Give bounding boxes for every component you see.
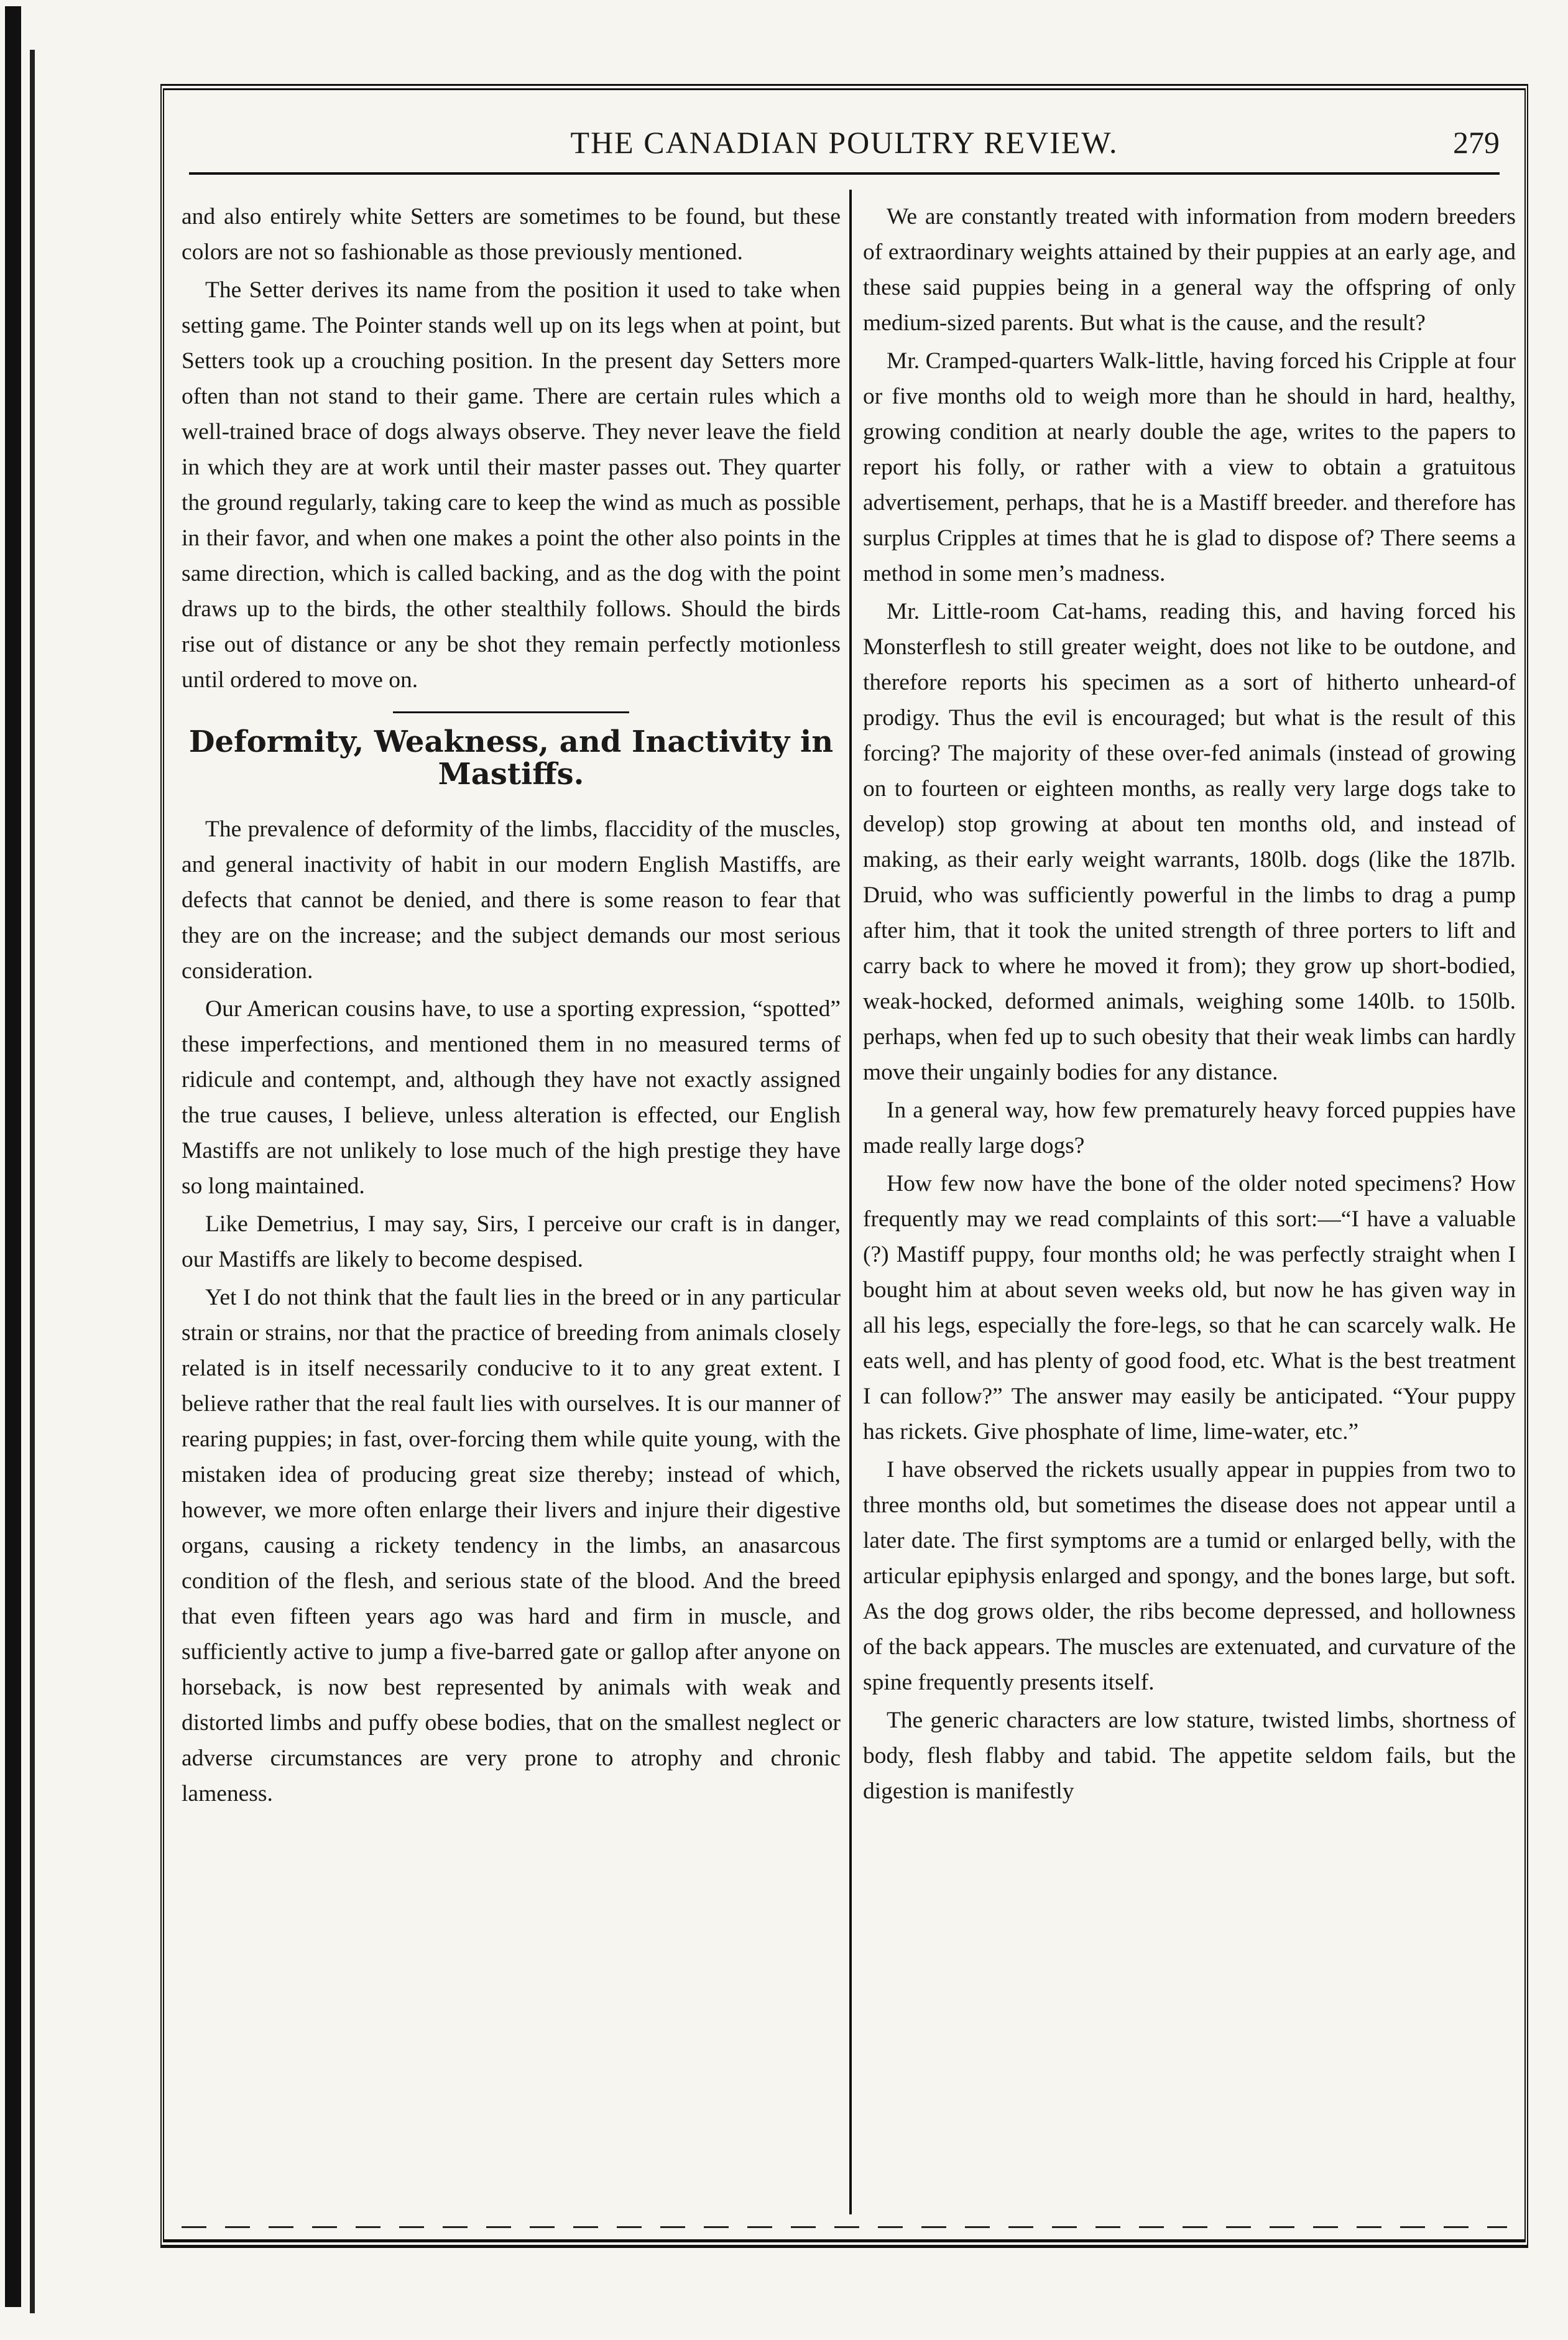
article-paragraph: The prevalence of deformity of the limbs, flaccidity of the muscles, and general inactivity of habit in our modern English Mastiffs, are defects that cannot be denied, and there is some reason to fear that they are on the increase; and the subject demands our most serious consideration. xyxy=(182,816,841,984)
article-title: Deformity, Weakness, and Inactivity in Mastiffs. xyxy=(188,724,834,792)
right-column xyxy=(863,199,1516,2221)
column-divider xyxy=(849,190,852,2214)
left-column xyxy=(182,199,841,2221)
section-divider xyxy=(393,711,629,713)
article-paragraph: The generic characters are low stature, twisted limbs, shortness of body, flesh flabby and tabid. The appetite seldom fails, but the digestion is manifestly xyxy=(863,1708,1516,1804)
footer-rule xyxy=(182,2226,1507,2228)
journal-title: THE CANADIAN POULTRY REVIEW. xyxy=(570,125,1118,160)
article-paragraph: Mr. Little-room Cat-hams, reading this, and having forced his Monsterflesh to still greater weight, does not like to be outdone, and therefore reports his specimen as a sort of hitherto unheard-of prodigy. Thus the evil is encouraged; but what is the result of this forcing? The majority of these over-fed animals (instead of growing on to fourteen or eighteen months, as really very large dogs take to develop) stop growing at about ten months old, and instead of making, as their early weight warrants, 180lb. dogs (like the 187lb. Druid, who was sufficiently powerful in the limbs to drag a pump after him, that it took the united strength of three porters to lift and carry back to where he moved it from); they grow up short-bodied, weak-hocked, deformed animals, weighing some 140lb. to 150lb. perhaps, when fed up to such obesity that their weak limbs can hardly move their ungainly bodies for any distance. xyxy=(863,599,1516,1085)
binding-shadow xyxy=(30,50,35,2313)
binding-edge xyxy=(5,6,21,2307)
article-paragraph: Mr. Cramped-quarters Walk-little, having forced his Cripple at four or five months old to weigh more than he should in hard, healthy, growing condition at nearly double the age, writes to the papers to report his folly, or rather with a view to obtain a gratuitous advertisement, perhaps, that he is a Mastiff breeder. and therefore has surplus Cripples at times that he is glad to dispose of? There seems a method in some men’s madness. xyxy=(863,348,1516,586)
journal-page xyxy=(160,84,1528,2248)
page-number: 279 xyxy=(1453,125,1500,160)
article-paragraph: We are constantly treated with information from modern breeders of extraordinary weights attained by their puppies at an early age, and these said puppies being in a general way the offspring of only medium-sized parents. But what is the cause, and the result? xyxy=(863,204,1516,336)
article-paragraph: Like Demetrius, I may say, Sirs, I perceive our craft is in danger, our Mastiffs are likely to become despised. xyxy=(182,1211,841,1272)
setters-paragraph: and also entirely white Setters are sometimes to be found, but these colors are not so fashionable as those previously mentioned. xyxy=(182,204,841,265)
article-paragraph: Yet I do not think that the fault lies in the breed or in any particular strain or strains, nor that the practice of breeding from animals closely related is in itself necessarily conducive to it to any great extent. I believe rather that the real fault lies with ourselves. It is our manner of rearing puppies; in fast, over-forcing them while quite young, with the mistaken idea of producing great size thereby; instead of which, however, we more often enlarge their livers and injure their digestive organs, causing a rickety tendency in the limbs, an anasarcous condition of the flesh, and serious state of the blood. And the breed that even fifteen years ago was hard and firm in muscle, and sufficiently active to jump a five-barred gate or gallop after anyone on horseback, is now best represented by animals with weak and distorted limbs and puffy obese bodies, that on the smallest neglect or adverse circumstances are very prone to atrophy and chronic lameness. xyxy=(182,1285,841,1806)
article-paragraph: How few now have the bone of the older noted specimens? How frequently may we read complaints of this sort:—“I have a valuable (?) Mastiff puppy, four months old; he was perfectly straight when I bought him at about seven weeks old, but now he has given way in all his legs, especially the fore-legs, so that he can scarcely walk. He eats well, and has plenty of good food, etc. What is the best treatment I can follow?” The answer may easily be anticipated. “Your puppy has rickets. Give phosphate of lime, lime-water, etc.” xyxy=(863,1171,1516,1445)
setters-paragraph: The Setter derives its name from the position it used to take when setting game. The Pointer stands well up on its legs when at point, but Setters took up a crouching position. In the present day Setters more often than not stand to their game. There are certain rules which a well-trained brace of dogs always observe. They never leave the field in which they are at work until their master passes out. They quarter the ground regularly, taking care to keep the wind as much as possible in their favor, and when one makes a point the other also points in the same direction, which is called backing, and as the dog with the point draws up to the birds, the other stealthily follows. Should the birds rise out of distance or any be shot they remain perfectly motionless until ordered to move on. xyxy=(182,277,841,693)
article-paragraph: Our American cousins have, to use a sporting expression, “spotted” these imperfections, and mentioned them in no measured terms of ridicule and contempt, and, although they have not exactly assigned the true causes, I believe, unless alteration is effected, our English Mastiffs are not unlikely to lose much of the high prestige they have so long maintained. xyxy=(182,996,841,1199)
article-paragraph: I have observed the rickets usually appear in puppies from two to three months old, but sometimes the disease does not appear until a later date. The first symptoms are a tumid or enlarged belly, with the articular epiphysis enlarged and spongy, and the bones large, but soft. As the dog grows older, the ribs become depressed, and hollowness of the back appears. The muscles are extenuated, and curvature of the spine frequently presents itself. xyxy=(863,1457,1516,1695)
article-paragraph: In a general way, how few prematurely heavy forced puppies have made really large dogs? xyxy=(863,1098,1516,1158)
header-rule xyxy=(189,172,1500,175)
